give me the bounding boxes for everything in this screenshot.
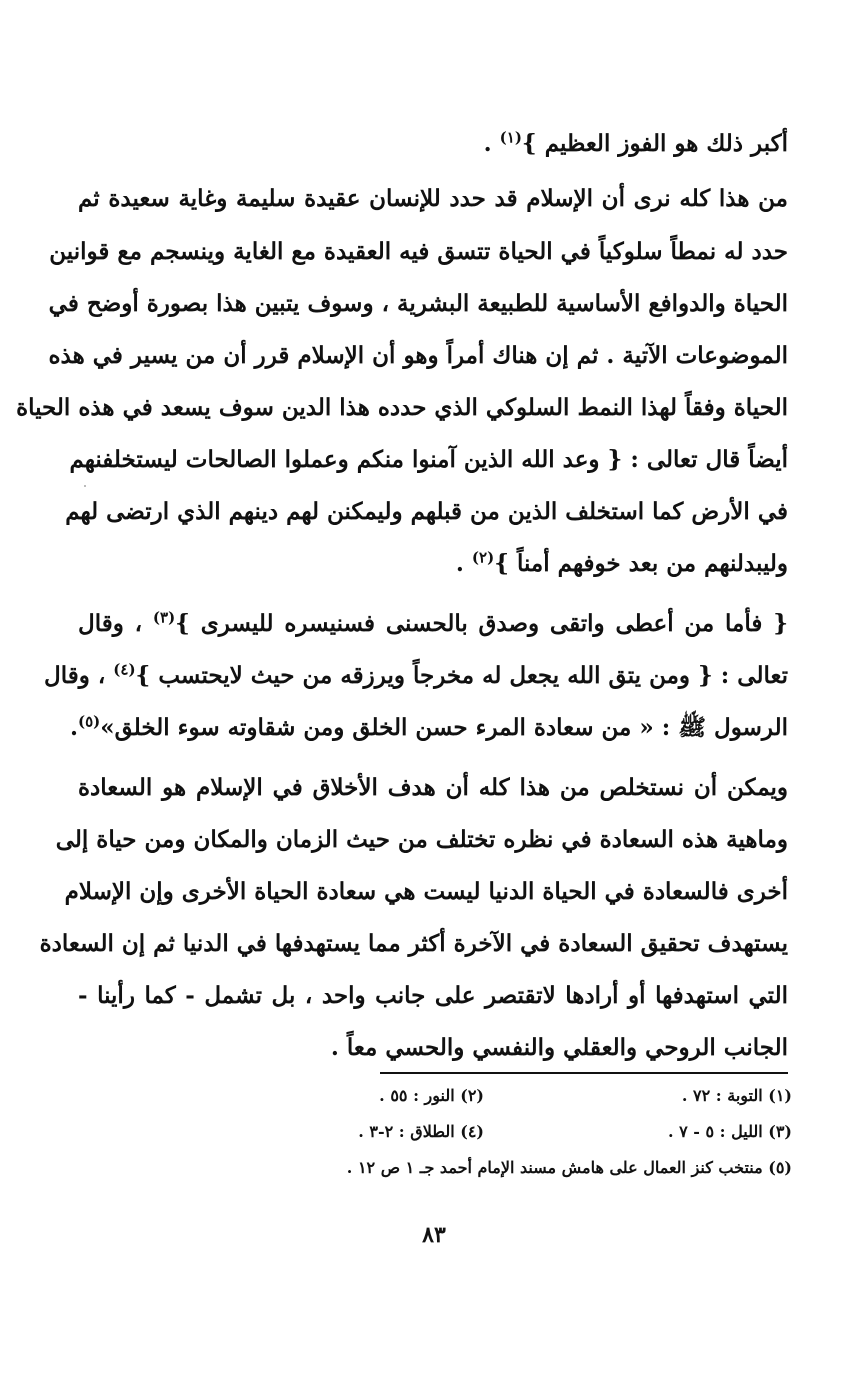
paragraph-1-line-7: في الأرض كما استخلف الذين من قبلهم وليمكنن لهم دينهم الذي ارتضى لهم (65, 498, 788, 525)
paragraph-1-line-2: حدد له نمطاً سلوكياً في الحياة تتسق فيه العقيدة مع الغاية وينسجم مع قوانين (49, 238, 788, 265)
footnote-5: (٥) منتخب كنز العمال على هامش مسند الإمام أحمد جـ ١ ص ١٢ . (346, 1158, 792, 1177)
footnote-4: (٤) الطلاق : ٢-٣ . (358, 1122, 484, 1141)
verse-line-1: أكبر ذلك هو الفوز العظيم }$^{(١)}$ . (483, 128, 788, 157)
footnote-ref-3: (٣) (152, 608, 176, 627)
paragraph-3-line-2: وماهية هذه السعادة في نظره تختلف من حيث الزمان والمكان ومن حياة إلى (55, 826, 788, 853)
footnote-ref-5: (٥) (77, 712, 101, 731)
footnote-ref-1: (١) (499, 128, 522, 147)
paragraph-3-line-3: أخرى فالسعادة في الحياة الدنيا ليست هي سعادة الحياة الأخرى وإن الإسلام (64, 878, 788, 905)
paragraph-3-line-6: الجانب الروحي والعقلي والنفسي والحسي معاً . (330, 1034, 788, 1061)
footnote-1: (١) التوبة : ٧٢ . (681, 1086, 792, 1105)
footnote-2: (٢) النور : ٥٥ . (379, 1086, 484, 1105)
paragraph-1-line-4: الموضوعات الآتية . ثم إن هناك أمراً وهو أن الإسلام قرر أن من يسير في هذه (48, 342, 788, 369)
paragraph-1-line-8: وليبدلنهم من بعد خوفهم أمناً }$^{(٢)}$ . (455, 548, 788, 577)
paragraph-2-line-2: تعالى : { ومن يتق الله يجعل له مخرجاً ويرزقه من حيث لايحتسب }$^{(٤)}$ ، وقال (44, 660, 788, 689)
footnote-ref-4: (٤) (113, 660, 136, 679)
paragraph-1-line-6: أيضاً قال تعالى : { وعد الله الذين آمنوا منكم وعملوا الصالحات ليستخلفنهم (69, 446, 788, 473)
page-number: ٨٣ (422, 1222, 446, 1248)
paragraph-3-line-5: التي استهدفها أو أرادها لاتقتصر على جانب واحد ، بل تشمل - كما رأينا - (78, 982, 788, 1009)
paragraph-1-line-5: الحياة وفقاً لهذا النمط السلوكي الذي حدده هذا الدين سوف يسعد في هذه الحياة (16, 394, 788, 421)
paragraph-1-line-3: الحياة والدوافع الأساسية للطبيعة البشرية ، وسوف يتبين هذا بصورة أوضح في (48, 290, 788, 317)
paragraph-3-line-4: يستهدف تحقيق السعادة في الآخرة أكثر مما يستهدفها في الدنيا ثم إن السعادة (39, 930, 788, 957)
footnote-separator (380, 1072, 788, 1074)
footnote-3: (٣) الليل : ٥ - ٧ . (667, 1122, 792, 1141)
paragraph-2-line-3: الرسول ﷺ : « من سعادة المرء حسن الخلق ومن شقاوته سوء الخلق»$^{(٥)}$. (69, 712, 788, 741)
paragraph-2-line-1: { فأما من أعطى واتقى وصدق بالحسنى فسنيسره لليسرى }$^{(٣)}$ ، وقال (78, 608, 788, 637)
paragraph-3-line-1: ويمكن أن نستخلص من هذا كله أن هدف الأخلاق في الإسلام هو السعادة (78, 774, 788, 801)
scan-speck (84, 485, 86, 487)
footnote-ref-2: (٢) (471, 548, 495, 567)
paragraph-1-line-1: من هذا كله نرى أن الإسلام قد حدد للإنسان عقيدة سليمة وغاية سعيدة ثم (78, 185, 788, 212)
